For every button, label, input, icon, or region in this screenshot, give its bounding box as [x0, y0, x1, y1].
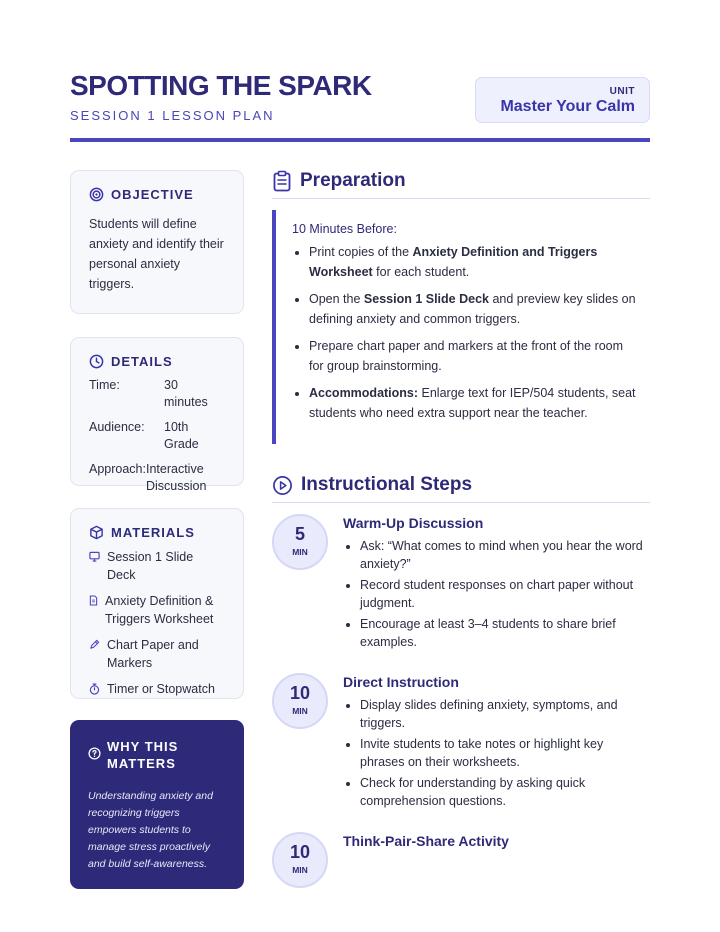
list-item: • Record student responses on chart paper without judgment.	[360, 576, 650, 612]
marker-icon	[89, 639, 100, 650]
page-subtitle: SESSION 1 LESSON PLAN	[70, 108, 275, 123]
detail-key: Time:	[89, 378, 120, 392]
step-title: Direct Instruction	[343, 674, 459, 690]
instructional-steps-heading	[272, 474, 650, 503]
step-body	[343, 514, 650, 654]
page-header	[70, 70, 650, 123]
target-icon	[89, 187, 104, 202]
material-label: Timer or Stopwatch	[107, 682, 215, 696]
list-item	[309, 289, 636, 329]
why-this-matters-card	[70, 720, 244, 889]
material-label: Session 1 Slide Deck	[107, 550, 194, 582]
objective-card	[70, 170, 244, 314]
why-heading	[88, 738, 226, 772]
why-title: WHY THIS MATTERS	[107, 739, 179, 771]
list-item: • Encourage at least 3–4 students to share brief examples.	[360, 615, 650, 651]
step-minutes: 5	[294, 524, 305, 544]
stopwatch-icon	[89, 683, 100, 695]
item-text: Prepare chart paper and markers at the front of the room for group brainstorming.	[309, 339, 624, 373]
step-min-label: MIN	[292, 547, 308, 557]
step-list	[343, 696, 650, 810]
detail-value: Interactive Discussion	[146, 462, 207, 493]
details-heading	[89, 354, 225, 369]
list-item: • Display slides defining anxiety, symptoms, and triggers.	[360, 696, 650, 732]
item-bold: Anxiety Definition and Triggers Worksheet	[309, 245, 598, 279]
document-icon	[89, 595, 98, 606]
detail-key: Audience:	[89, 420, 145, 434]
info-icon	[88, 747, 101, 760]
header-divider	[70, 138, 650, 142]
play-icon	[272, 475, 293, 496]
unit-name: Master Your Calm	[500, 98, 635, 115]
detail-row-audience	[89, 419, 225, 453]
materials-heading	[89, 525, 225, 540]
step-min-label: MIN	[292, 706, 308, 716]
material-item	[89, 592, 225, 628]
duration-badge	[272, 514, 328, 570]
monitor-icon	[89, 551, 100, 562]
details-title: DETAILS	[111, 354, 173, 369]
detail-value: 10th Grade	[164, 420, 199, 451]
step-minutes: 10	[289, 842, 311, 862]
detail-row-time	[89, 377, 225, 411]
step-title: Warm-Up Discussion	[343, 515, 484, 531]
unit-badge	[475, 77, 650, 123]
list-item: • Check for understanding by asking quick comprehension questions.	[360, 774, 650, 810]
list-item: • Invite students to take notes or highlight key phrases on their worksheets.	[360, 735, 650, 771]
step-title: Think-Pair-Share Activity	[343, 833, 509, 849]
objective-text: Students will define anxiety and identify their personal anxiety triggers.	[89, 217, 224, 291]
item-text: Print copies of the	[309, 245, 413, 259]
step-list	[343, 537, 650, 651]
item-bold: Session 1 Slide Deck	[363, 292, 489, 306]
material-item	[89, 548, 225, 584]
item-text: and preview key slides on defining anxiety and common triggers.	[309, 292, 636, 326]
preparation-box	[272, 210, 650, 444]
preparation-subheading: 10 Minutes Before:	[292, 222, 397, 236]
why-text: Understanding anxiety and recognizing triggers empowers students to manage stress proactively and build self-awareness.	[88, 790, 213, 870]
item-text: Open the	[309, 292, 364, 306]
details-card	[70, 337, 244, 493]
materials-card	[70, 508, 244, 699]
unit-label: UNIT	[609, 86, 635, 97]
material-label: Chart Paper and Markers	[107, 638, 199, 670]
clock-icon	[89, 354, 104, 369]
step-min-label: MIN	[292, 865, 308, 875]
step-body	[343, 832, 650, 850]
list-item	[309, 242, 636, 282]
material-label: Anxiety Definition & Triggers Worksheet	[105, 594, 214, 626]
preparation-list	[292, 242, 636, 423]
list-item: • Ask: “What comes to mind when you hear the word anxiety?”	[360, 537, 650, 573]
detail-value: 30 minutes	[164, 378, 208, 409]
clipboard-icon	[272, 170, 292, 192]
step-minutes: 10	[289, 683, 311, 703]
materials-title: MATERIALS	[111, 525, 195, 540]
duration-badge	[272, 832, 328, 888]
step-body	[343, 673, 650, 813]
list-item	[309, 383, 636, 423]
instructional-steps-title: Instructional Steps	[301, 474, 473, 495]
objective-title: OBJECTIVE	[111, 187, 194, 202]
page-title: SPOTTING THE SPARK	[70, 70, 372, 101]
item-text: for each student.	[372, 265, 470, 279]
item-text: Enlarge text for IEP/504 students, seat students who need extra support near the teacher.	[309, 386, 636, 420]
objective-heading	[89, 187, 225, 202]
item-bold: Accommodations:	[309, 386, 419, 400]
box-icon	[89, 525, 104, 540]
material-item	[89, 636, 225, 672]
material-item	[89, 680, 225, 698]
preparation-title: Preparation	[300, 170, 406, 191]
detail-row-approach	[89, 461, 225, 495]
list-item	[309, 336, 636, 376]
duration-badge	[272, 673, 328, 729]
preparation-heading	[272, 170, 650, 199]
detail-key: Approach:	[89, 462, 146, 476]
